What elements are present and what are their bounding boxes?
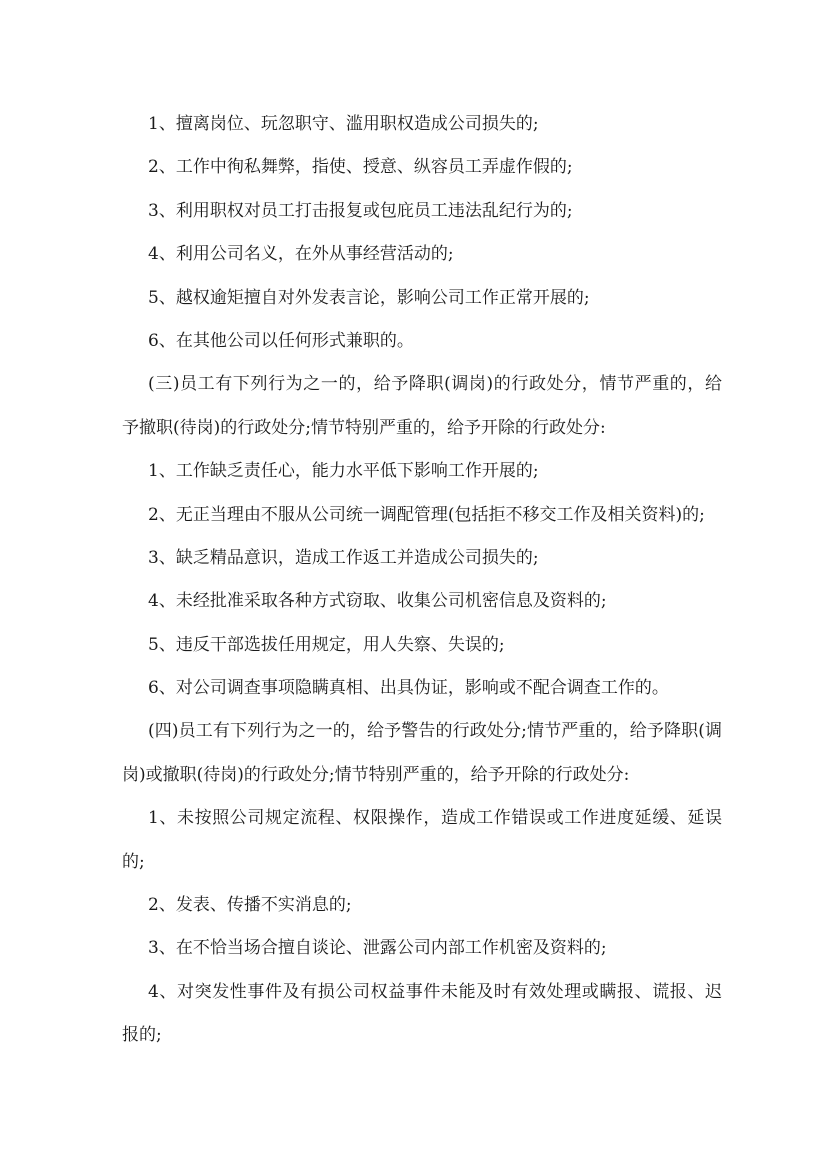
text-line: 予撤职(待岗)的行政处分;情节特别严重的，给予开除的行政处分:: [122, 417, 606, 438]
text-line: 6、对公司调查事项隐瞒真相、出具伪证，影响或不配合调查工作的。: [148, 678, 669, 699]
paragraph: [122, 494, 722, 537]
paragraph: [122, 884, 722, 927]
text-line: 1、工作缺乏责任心，能力水平低下影响工作开展的;: [148, 461, 539, 482]
text-line: (四)员工有下列行为之一的，给予警告的行政处分;情节严重的，给予降职(调: [148, 721, 722, 742]
text-line: 2、无正当理由不服从公司统一调配管理(包括拒不移交工作及相关资料)的;: [148, 504, 705, 525]
paragraph: [122, 450, 722, 493]
text-line: 6、在其他公司以任何形式兼职的。: [148, 330, 414, 351]
paragraph: [122, 971, 722, 1058]
paragraph: [122, 797, 722, 884]
paragraph: [122, 537, 722, 580]
text-line: 的;: [122, 851, 145, 872]
text-line: 4、利用公司名义，在外从事经营活动的;: [148, 244, 454, 265]
paragraph: [122, 710, 722, 797]
text-line: 5、违反干部选拔任用规定，用人失察、失误的;: [148, 634, 505, 655]
text-line: 4、未经批准采取各种方式窃取、收集公司机密信息及资料的;: [148, 591, 607, 612]
text-line: 1、未按照公司规定流程、权限操作，造成工作错误或工作进度延缓、延误: [148, 808, 722, 829]
paragraph: [122, 927, 722, 970]
text-line: 报的;: [122, 1025, 162, 1046]
text-line: 4、对突发性事件及有损公司权益事件未能及时有效处理或瞒报、谎报、迟: [148, 981, 722, 1002]
text-line: (三)员工有下列行为之一的，给予降职(调岗)的行政处分，情节严重的，给: [148, 374, 722, 395]
text-line: 3、在不恰当场合擅自谈论、泄露公司内部工作机密及资料的;: [148, 938, 607, 959]
text-line: 3、利用职权对员工打击报复或包庇员工违法乱纪行为的;: [148, 200, 573, 221]
paragraph: [122, 363, 722, 450]
paragraph: [122, 624, 722, 667]
text-line: 岗)或撤职(待岗)的行政处分;情节特别严重的，给予开除的行政处分:: [122, 764, 630, 785]
paragraph: [122, 190, 722, 233]
text-line: 2、工作中徇私舞弊，指使、授意、纵容员工弄虚作假的;: [148, 157, 573, 178]
paragraph: [122, 277, 722, 320]
paragraph: [122, 103, 722, 146]
text-line: 3、缺乏精品意识，造成工作返工并造成公司损失的;: [148, 547, 539, 568]
paragraph: [122, 580, 722, 623]
paragraph: [122, 667, 722, 710]
text-line: 5、越权逾矩擅自对外发表言论，影响公司工作正常开展的;: [148, 287, 590, 308]
paragraph: [122, 233, 722, 276]
paragraph: [122, 146, 722, 189]
paragraph: [122, 320, 722, 363]
text-line: 2、发表、传播不实消息的;: [148, 895, 352, 916]
text-line: 1、擅离岗位、玩忽职守、滥用职权造成公司损失的;: [148, 114, 539, 134]
document-body: [122, 103, 722, 1058]
